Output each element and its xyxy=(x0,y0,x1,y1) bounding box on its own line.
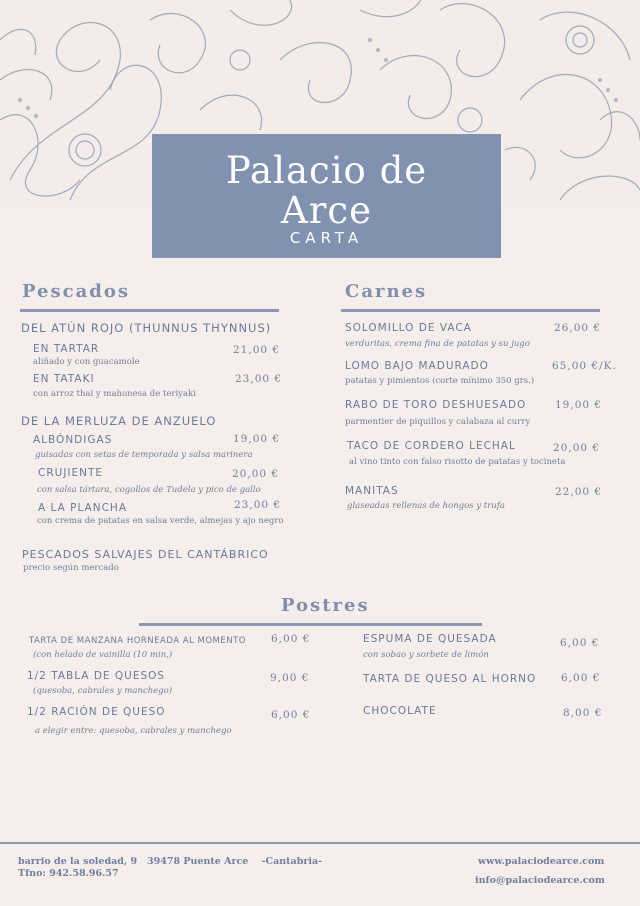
taco-desc: al vino tinto con falso risotto de patatas y tocineta xyxy=(349,457,566,467)
plancha-desc: con crema de patatas en salsa verde, almejas y ajo negro xyxy=(37,516,284,526)
tabla-quesos-price: 9,00 € xyxy=(270,672,310,684)
rabo-desc: parmentier de piquillos y calabaza al curry xyxy=(345,417,531,427)
atun-tataki-price: 23,00 € xyxy=(235,373,283,385)
chocolate-price: 8,00 € xyxy=(563,707,603,719)
albondigas-desc: guisadas con setas de temporada y salsa marinera xyxy=(35,450,253,460)
crujiente-name: CRUJIENTE xyxy=(38,467,104,479)
plancha-price: 23,00 € xyxy=(234,499,282,511)
atun-tartar-price: 21,00 € xyxy=(233,344,281,356)
footer-web-link[interactable]: www.palaciodearce.com xyxy=(478,856,605,867)
taco-name: TACO DE CORDERO LECHAL xyxy=(347,440,516,452)
lomo-name: LOMO BAJO MADURADO xyxy=(345,360,489,372)
chocolate-name: CHOCOLATE xyxy=(363,705,437,717)
pescados-rule xyxy=(20,309,279,312)
albondigas-name: ALBÓNDIGAS xyxy=(33,434,113,446)
footer-email-link[interactable]: info@palaciodearce.com xyxy=(475,875,605,886)
tarta-manzana-name: TARTA DE MANZANA HORNEADA AL MOMENTO xyxy=(29,636,246,646)
manitas-name: MANITAS xyxy=(345,485,399,497)
tabla-quesos-desc: (quesoba, cabrales y manchego) xyxy=(33,686,173,696)
menu-subtitle: CARTA xyxy=(289,229,364,247)
atun-tataki-desc: con arroz thai y mahonesa de teriyaki xyxy=(33,389,196,399)
taco-price: 20,00 € xyxy=(553,442,601,454)
racion-queso-price: 6,00 € xyxy=(271,709,311,721)
solomillo-name: SOLOMILLO DE VACA xyxy=(345,322,472,334)
footer-phone: Tfno: 942.58.96.57 xyxy=(18,868,119,879)
restaurant-name: Palacio de Arce xyxy=(225,149,428,232)
solomillo-price: 26,00 € xyxy=(554,322,602,334)
albondigas-price: 19,00 € xyxy=(233,433,281,445)
manitas-desc: glaseadas rellenas de hongos y trufa xyxy=(347,501,505,511)
espuma-desc: con sobao y sorbete de limón xyxy=(363,650,489,660)
postres-title: Postres xyxy=(281,595,370,616)
plancha-name: A LA PLANCHA xyxy=(38,502,128,514)
tarta-queso-name: TARTA DE QUESO AL HORNO xyxy=(363,673,537,685)
salvajes-title: PESCADOS SALVAJES DEL CANTÁBRICO xyxy=(22,548,269,561)
pescados-title: Pescados xyxy=(22,281,130,302)
atun-group-title: DEL ATÚN ROJO (THUNNUS THYNNUS) xyxy=(21,321,272,335)
tabla-quesos-name: 1/2 TABLA DE QUESOS xyxy=(27,670,166,682)
merluza-group-title: DE LA MERLUZA DE ANZUELO xyxy=(21,414,217,428)
salvajes-desc: precio según mercado xyxy=(23,563,119,573)
carnes-title: Carnes xyxy=(345,281,428,302)
lomo-desc: patatas y pimientos (corte mínimo 350 grs.) xyxy=(345,376,535,386)
atun-tataki-name: EN TATAKI xyxy=(33,373,95,385)
atun-tartar-desc: aliñado y con guacamole xyxy=(33,357,140,367)
crujiente-desc: con salsa tártara, cogollos de Tudela y pico de gallo xyxy=(37,485,261,495)
racion-queso-name: 1/2 RACIÓN DE QUESO xyxy=(27,706,166,718)
solomillo-desc: verduritas, crema fina de patatas y su jugo xyxy=(345,339,530,349)
crujiente-price: 20,00 € xyxy=(232,468,280,480)
atun-tartar-name: EN TARTAR xyxy=(33,343,100,355)
tarta-manzana-desc: (con helado de vainilla (10 min,) xyxy=(33,650,173,660)
footer-rule xyxy=(0,842,640,844)
title-box xyxy=(152,134,501,258)
rabo-name: RABO DE TORO DESHUESADO xyxy=(345,399,527,411)
lomo-price: 65,00 €/K. xyxy=(552,360,617,372)
racion-queso-desc: a elegir entre: quesoba, cabrales y manchego xyxy=(35,726,232,736)
carnes-rule xyxy=(341,309,600,312)
postres-rule xyxy=(139,623,482,626)
footer-address: barrio de la soledad, 9 39478 Puente Arce -Cantabria- xyxy=(18,856,323,867)
tarta-manzana-price: 6,00 € xyxy=(271,633,311,645)
tarta-queso-price: 6,00 € xyxy=(561,672,601,684)
manitas-price: 22,00 € xyxy=(555,486,603,498)
espuma-name: ESPUMA DE QUESADA xyxy=(363,633,497,645)
espuma-price: 6,00 € xyxy=(560,637,600,649)
rabo-price: 19,00 € xyxy=(555,399,603,411)
